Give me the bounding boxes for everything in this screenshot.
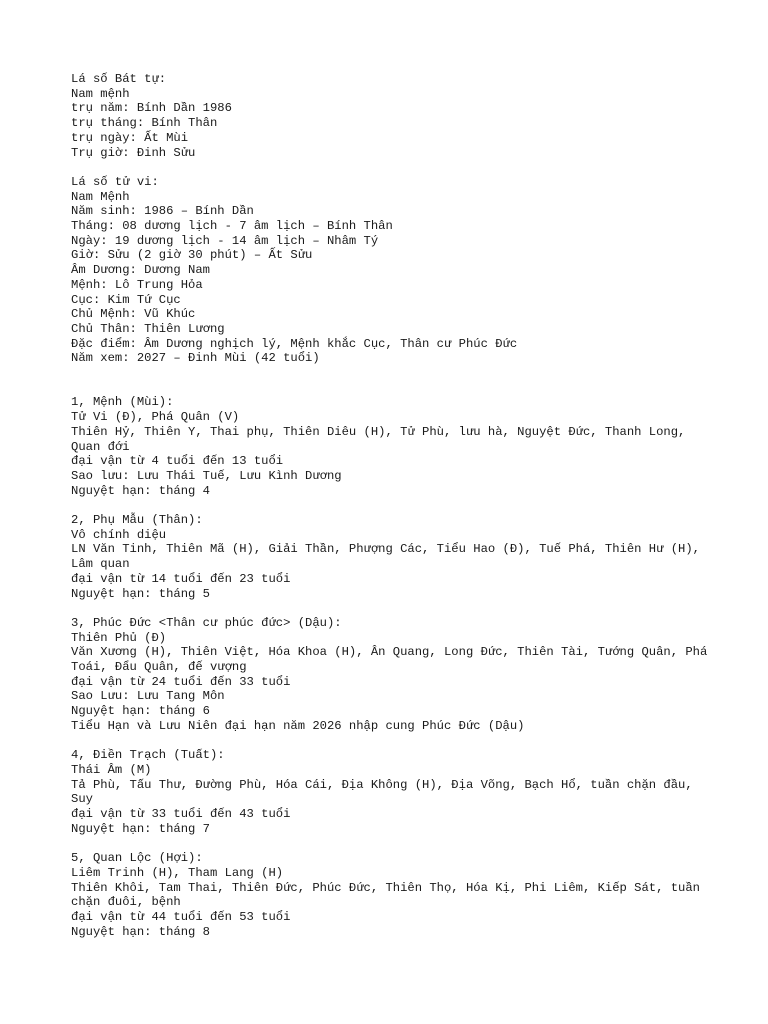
cung-title: 1, Mệnh (Mùi): xyxy=(71,395,174,410)
cung-line: Thiên Hỷ, Thiên Y, Thai phụ, Thiên Diêu (H), Tử Phù, lưu hà, Nguyệt Đức, Thanh Long, Quan đới xyxy=(71,424,693,454)
spacer xyxy=(71,366,711,395)
spacer xyxy=(71,734,711,749)
tu-vi-line: Tháng: 08 dương lịch - 7 âm lịch – Bính Thân xyxy=(71,219,393,234)
cung-line: Thiên Phủ (Đ) xyxy=(71,630,167,645)
bat-tu-line: trụ ngày: Ất Mùi xyxy=(71,130,189,145)
cung-title: 3, Phúc Đức <Thân cư phúc đức> (Dậu): xyxy=(71,615,342,630)
cung-line: Vô chính diệu xyxy=(71,527,167,542)
cung-line: LN Văn Tinh, Thiên Mã (H), Giải Thần, Phượng Các, Tiểu Hao (Đ), Tuế Phá, Thiên Hư (H), Lâm quan xyxy=(71,542,708,572)
bat-tu-section xyxy=(71,72,711,160)
spacer xyxy=(71,160,711,175)
bat-tu-title: Lá số Bát tự: xyxy=(71,72,167,86)
cung-dien-trach-section xyxy=(71,748,711,836)
cung-quan-loc-section xyxy=(71,851,711,939)
cung-line: Nguyệt hạn: tháng 7 xyxy=(71,821,210,836)
spacer xyxy=(71,836,711,851)
tu-vi-section xyxy=(71,175,711,366)
cung-line: Tiểu Hạn và Lưu Niên đại hạn năm 2026 nhập cung Phúc Đức (Dậu) xyxy=(71,718,525,733)
cung-line: Sao Lưu: Lưu Tang Môn xyxy=(71,689,225,704)
cung-line: đại vận từ 44 tuổi đến 53 tuổi xyxy=(71,909,291,924)
cung-menh-section xyxy=(71,395,711,498)
tu-vi-title: Lá số tử vi: xyxy=(71,174,159,189)
spacer xyxy=(71,601,711,616)
cung-line: Sao lưu: Lưu Thái Tuế, Lưu Kình Dương xyxy=(71,468,342,483)
cung-line: Nguyệt hạn: tháng 5 xyxy=(71,586,210,601)
cung-line: Nguyệt hạn: tháng 4 xyxy=(71,483,210,498)
cung-line: Văn Xương (H), Thiên Việt, Hóa Khoa (H), Ân Quang, Long Đức, Thiên Tài, Tướng Quân, Phá Toái, Đẩu Quân, đế vượng xyxy=(71,645,715,675)
tu-vi-line: Chủ Thân: Thiên Lương xyxy=(71,321,225,336)
tu-vi-line: Mệnh: Lô Trung Hỏa xyxy=(71,277,203,292)
bat-tu-line: Nam mệnh xyxy=(71,86,130,101)
tu-vi-line: Đặc điểm: Âm Dương nghịch lý, Mệnh khắc Cục, Thân cư Phúc Đức xyxy=(71,336,518,351)
cung-line: đại vận từ 4 tuổi đến 13 tuổi xyxy=(71,454,284,469)
tu-vi-line: Năm sinh: 1986 – Bính Dần xyxy=(71,204,254,219)
cung-line: Tả Phù, Tấu Thư, Đường Phù, Hóa Cái, Địa Không (H), Địa Võng, Bạch Hổ, tuần chặn đầu, Suy xyxy=(71,777,700,807)
tu-vi-line: Cục: Kim Tứ Cục xyxy=(71,292,181,307)
bat-tu-line: trụ tháng: Bính Thân xyxy=(71,116,218,131)
bat-tu-line: Trụ giờ: Đinh Sửu xyxy=(71,145,196,160)
spacer xyxy=(71,498,711,513)
cung-line: Nguyệt hạn: tháng 6 xyxy=(71,704,210,719)
cung-line: đại vận từ 24 tuổi đến 33 tuổi xyxy=(71,674,291,689)
tu-vi-line: Ngày: 19 dương lịch - 14 âm lịch – Nhâm Tý xyxy=(71,233,379,248)
bat-tu-line: trụ năm: Bính Dần 1986 xyxy=(71,101,232,116)
tu-vi-line: Nam Mệnh xyxy=(71,189,130,204)
tu-vi-line: Năm xem: 2027 – Đinh Mùi (42 tuổi) xyxy=(71,351,320,366)
cung-line: đại vận từ 33 tuổi đến 43 tuổi xyxy=(71,807,291,822)
tu-vi-line: Âm Dương: Dương Nam xyxy=(71,263,210,278)
cung-title: 5, Quan Lộc (Hợi): xyxy=(71,851,203,866)
tu-vi-line: Chủ Mệnh: Vũ Khúc xyxy=(71,307,196,322)
cung-phuc-duc-section xyxy=(71,615,715,734)
cung-phu-mau-section xyxy=(71,513,711,601)
cung-title: 4, Điền Trạch (Tuất): xyxy=(71,748,225,763)
cung-line: Thiên Khôi, Tam Thai, Thiên Đức, Phúc Đức, Thiên Thọ, Hóa Kị, Phi Liêm, Kiếp Sát, tuần chặn đuôi, bệnh xyxy=(71,880,708,910)
cung-line: đại vận từ 14 tuổi đến 23 tuổi xyxy=(71,571,291,586)
cung-line: Thái Âm (M) xyxy=(71,762,152,777)
cung-title: 2, Phụ Mẫu (Thân): xyxy=(71,513,203,528)
cung-line: Liêm Trinh (H), Tham Lang (H) xyxy=(71,865,284,880)
cung-line: Tử Vi (Đ), Phá Quân (V) xyxy=(71,410,240,425)
cung-line: Nguyệt hạn: tháng 8 xyxy=(71,924,210,939)
document-page xyxy=(71,72,715,939)
tu-vi-line: Giờ: Sửu (2 giờ 30 phút) – Ất Sửu xyxy=(71,248,313,263)
